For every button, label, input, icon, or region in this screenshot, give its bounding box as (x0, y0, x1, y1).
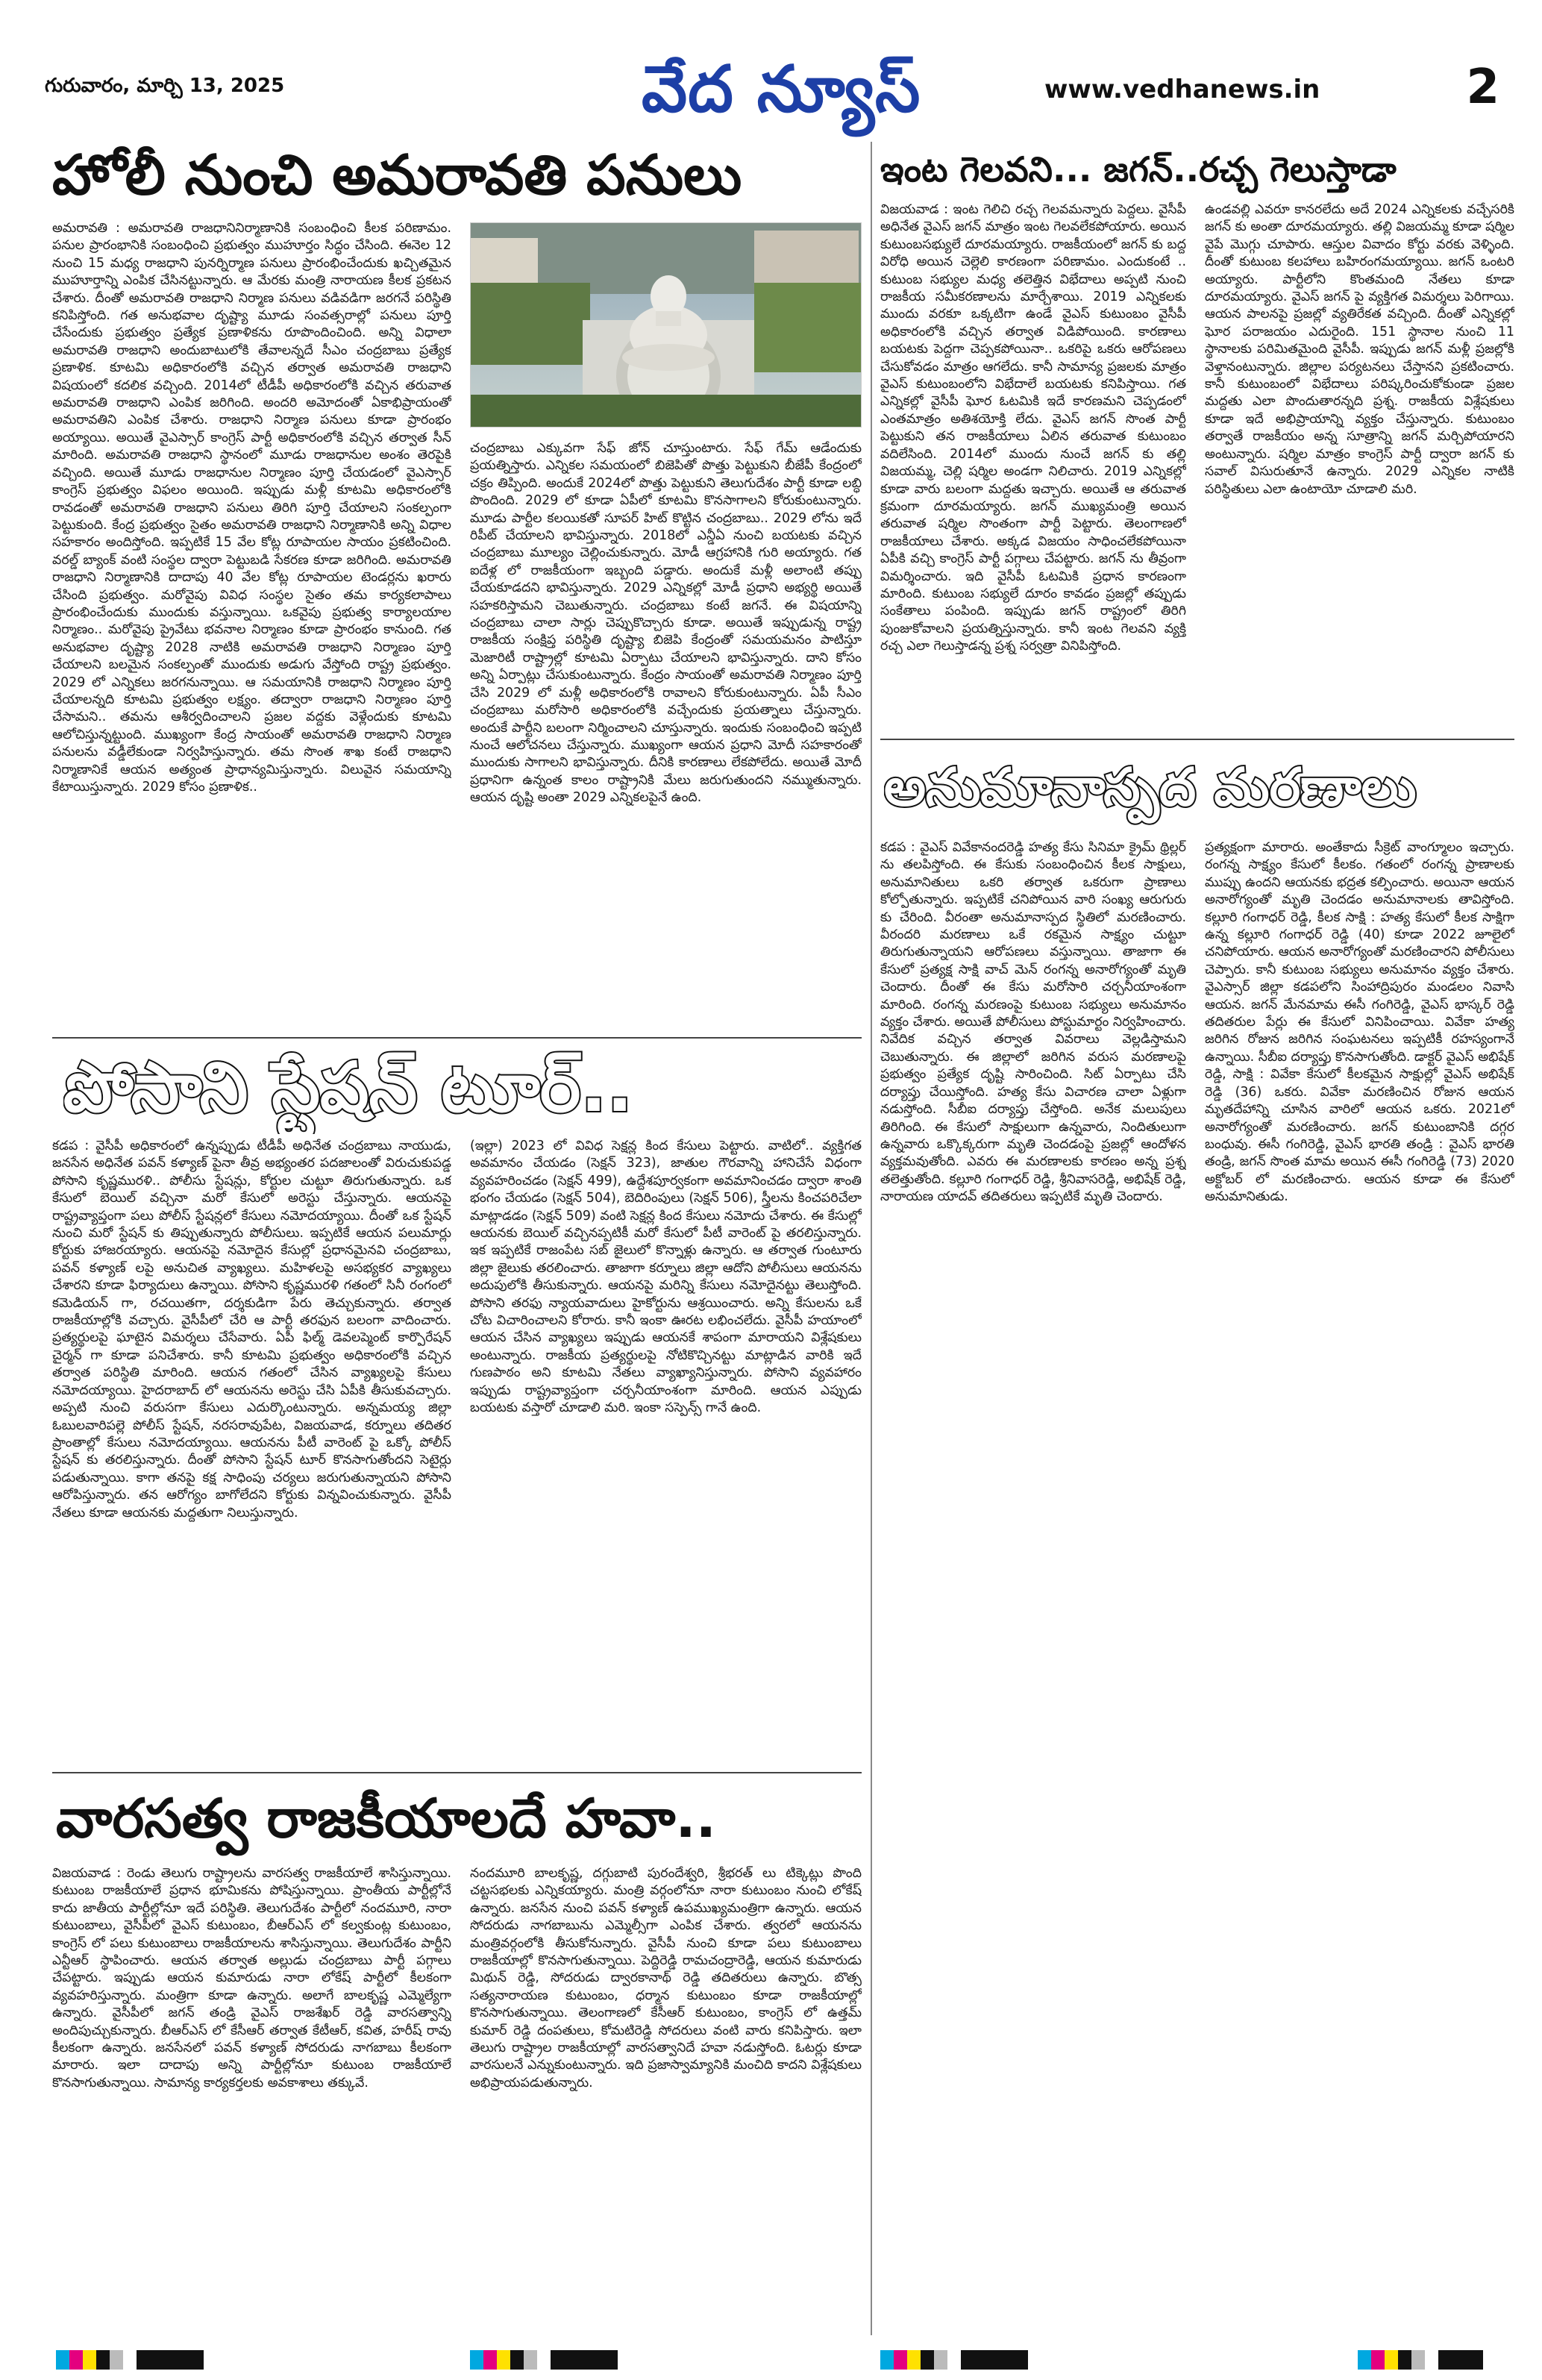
issue-date: గురువారం, మార్చి 13, 2025 (45, 75, 285, 97)
posani-column-1: కడప : వైసీపీ అధికారంలో ఉన్నప్పుడు టీడీపీ అధినేత చంద్రబాబు నాయుడు, జనసేన అధినేత పవన్ కళ్యాణ్ పైనా తీవ్ర అభ్యంతర పదజాలంతో విరుచుకుపడ్డ పోసాని కృష్ణమురళి.. పోలీసు స్టేషన్లు, కోర్టుల చుట్టూ తిరుగుతున్నారు. ఒక కేసులో బెయిల్ వచ్చినా మరో కేసులో అరెస్టు చేస్తున్నారు. ఆయనపై రాష్ట్రవ్యాప్తంగా పలు పోలీస్ స్టేషన్లలో కేసులు నమోదయ్యాయి. దీంతో ఒక స్టేషన్ నుంచి మరో స్టేషన్ కు తిప్పుతున్నారు పోలీసులు. ఇప్పటికే ఆయన పలుమార్లు కోర్టుకు హాజరయ్యారు. ఆయనపై నమోదైన కేసుల్లో ప్రధానమైనవి చంద్రబాబు, పవన్ కళ్యాణ్ లపై అనుచిత వ్యాఖ్యలు. మహిళలపై అసభ్యకర వ్యాఖ్యలు చేశారని కూడా ఫిర్యాదులు ఉన్నాయి. పోసాని కృష్ణమురళి గతంలో సినీ రంగంలో కమెడియన్ గా, రచయితగా, దర్శకుడిగా పేరు తెచ్చుకున్నారు. తర్వాత రాజకీయాల్లోకి వచ్చారు. వైసీపీలో చేరి ఆ పార్టీ తరఫున బలంగా వాదించారు. ప్రత్యర్థులపై ఘాటైన విమర్శలు చేసేవారు. ఏపీ ఫిల్మ్ డెవలప్మెంట్ కార్పొరేషన్ చైర్మన్ గా కూడా పనిచేశారు. కానీ కూటమి ప్రభుత్వం అధికారంలోకి వచ్చిన తర్వాత పరిస్థితి మారింది. ఆయన గతంలో చేసిన వ్యాఖ్యలపై కేసులు నమోదయ్యాయి. హైదరాబాద్ లో ఆయనను అరెస్టు చేసి ఏపీకి తీసుకువచ్చారు. అప్పటి నుంచి వరుసగా కేసులు ఎదుర్కొంటున్నారు. అన్నమయ్య జిల్లా ఓబులవారిపల్లె పోలీస్ స్టేషన్, నరసరావుపేట, విజయవాడ, కర్నూలు తదితర ప్రాంతాల్లో కేసులు నమోదయ్యాయి. ఆయనను పీటీ వారెంట్ పై ఒక్కో పోలీస్ స్టేషన్ కు తరలిస్తున్నారు. దీంతో పోసాని స్టేషన్ టూర్ కొనసాగుతోందని సెటైర్లు పడుతున్నాయి. కాగా తనపై కక్ష సాధింపు చర్యలు జరుగుతున్నాయని పోసాని ఆరోపిస్తున్నారు. తన ఆరోగ్యం బాగోలేదని కోర్టుకు విన్నవించుకున్నారు. వైసీపీ నేతలు కూడా ఆయనకు మద్దతుగా నిలుస్తున్నారు. (52, 1139, 451, 1521)
posani-headline: పోసాని స్టేషన్ టూర్.. (63, 1047, 633, 1127)
newspaper-logo: వేద న్యూస్ (642, 51, 921, 127)
website-url[interactable]: www.vedhanews.in (1044, 75, 1320, 104)
dynasty-headline: వారసత్వ రాజకీయాలదే హవా.. (56, 1787, 717, 1850)
deaths-column-1: కడప : వైఎస్ వివేకానందరెడ్డి హత్య కేసు సినిమా క్రైమ్ థ్రిల్లర్ ను తలపిస్తోంది. ఈ కేసుకు సంబంధించిన కీలక సాక్షులు, అనుమానితులు ఒకరి తర్వాత ఒకరుగా ప్రాణాలు కోల్పోతున్నారు. ఇప్పటికే చనిపోయిన వారి సంఖ్య ఆరుగురు కు చేరింది. వీరంతా అనుమానాస్పద స్థితిలో మరణించారు. వీరందరి మరణాలు ఒకే రకమైన సాక్ష్యం చుట్టూ తిరుగుతున్నాయని ఆరోపణలు వస్తున్నాయి. తాజాగా ఈ కేసులో ప్రత్యక్ష సాక్షి వాచ్ మెన్ రంగన్న అనారోగ్యంతో మృతి చెందారు. దీంతో ఈ కేసు మరోసారి చర్చనీయాంశంగా మారింది. రంగన్న మరణంపై కుటుంబ సభ్యులు అనుమానం వ్యక్తం చేశారు. అయితే పోలీసులు పోస్టుమార్టం నిర్వహించారు. నివేదిక వచ్చిన తర్వాత వివరాలు వెల్లడిస్తామని చెబుతున్నారు. ఈ జిల్లాలో జరిగిన వరుస మరణాలపై ప్రభుత్వం ప్రత్యేక దృష్టి సారించింది. సిట్ ఏర్పాటు చేసి దర్యాప్తు చేయిస్తోంది. హత్య కేసు విచారణ చాలా ఏళ్లుగా నడుస్తోంది. సీబీఐ దర్యాప్తు చేస్తోంది. అనేక మలుపులు తిరిగింది. ఈ కేసులో సాక్షులుగా ఉన్నవారు, నిందితులుగా ఉన్నవారు ఒక్కొక్కరుగా మృతి చెందడంపై ప్రజల్లో ఆందోళన వ్యక్తమవుతోంది. ఎవరు ఈ మరణాలకు కారణం అన్న ప్రశ్న తలెత్తుతోంది. కల్లూరి గంగాధర్ రెడ్డి, శ్రీనివాసరెడ్డి, అభిషేక్ రెడ్డి, నారాయణ యాదవ్ తదితరులు ఇప్పటికే మృతి చెందారు. (880, 840, 1186, 1205)
jagan-column-2: ఉండవల్లి ఎవరూ కానరలేదు అదే 2024 ఎన్నికలకు వచ్చేసరికి జగన్ కు అంతా దూరమయ్యారు. తల్లి విజయమ్మ కూడా షర్మిల వైపే మొగ్గు చూపారు. ఆస్తుల వివాదం కోర్టు వరకు వెళ్ళింది. దీంతో కుటుంబ కలహాలు బహిరంగమయ్యాయి. జగన్ ఒంటరి అయ్యారు. పార్టీలోని కొంతమంది నేతలు కూడా దూరమయ్యారు. వైఎస్ జగన్ పై వ్యక్తిగత విమర్శలు పెరిగాయి. ఆయన పాలనపై ప్రజల్లో వ్యతిరేకత వచ్చింది. దీంతో ఎన్నికల్లో ఘోర పరాజయం ఎదురైంది. 151 స్థానాల నుంచి 11 స్థానాలకు పరిమితమైంది వైసీపీ. ఇప్పుడు జగన్ మళ్లీ ప్రజల్లోకి వెళ్తానంటున్నారు. జిల్లాల పర్యటనలు చేస్తానని ప్రకటించారు. కానీ కుటుంబంలో విభేదాలు పరిష్కరించుకోకుండా ప్రజల మద్దతు ఎలా పొందుతారన్నది ప్రశ్న. రాజకీయ విశ్లేషకులు కూడా ఇదే అభిప్రాయాన్ని వ్యక్తం చేస్తున్నారు. కుటుంబం తర్వాతే రాజకీయం అన్న సూత్రాన్ని జగన్ మర్చిపోయారని అంటున్నారు. షర్మిల మాత్రం కాంగ్రెస్ పార్టీ ద్వారా జగన్ కు సవాల్ విసురుతూనే ఉన్నారు. 2029 ఎన్నికల నాటికి పరిస్థితులు ఎలా ఉంటాయో చూడాలి మరి. (1205, 202, 1514, 497)
amaravati-column-1: అమరావతి : అమరావతి రాజధానినిర్మాణానికి సంబంధించి కీలక పరిణామం. పనుల ప్రారంభానికి సంబంధించి ప్రభుత్వం ముహూర్తం సిద్ధం చేసింది. ఈనెల 12 నుంచి 15 మధ్య రాజధాని పునర్నిర్మాణ పనులు ప్రారంభించేందుకు ఖచ్చితమైన ముహూర్తాన్ని ఎంపిక చేసినట్టున్నారు. ఆ మేరకు మంత్రి నారాయణ కీలక ప్రకటన చేశారు. దీంతో అమరావతి రాజధాని నిర్మాణ పనులు వడివడిగా జరగనే పరిస్థితి కనిపిస్తోంది. గత అనుభవాల దృష్ట్యా మూడు సంవత్సరాల్లో పనులు పూర్తి చేసేందుకు ప్రభుత్వం ప్రత్యేక ప్రణాళికను రూపొందించింది. అన్ని విధాలా అమరావతి రాజధాని అందుబాటులోకి తేవాలన్నదే సీఎం చంద్రబాబు ప్రత్యేక ప్రణాళిక. కూటమి అధికారంలోకి వచ్చిన తర్వాత అమరావతి రాజధాని విషయంలో కదలిక వచ్చింది. 2014లో టీడీపీ అధికారంలోకి వచ్చిన తరువాత అమరావతి రాజధాని ఎంపిక జరిగింది. అందరి అమోదంతో ఏకాభిప్రాయంతో అమరావతిని ఎంపిక చేశారు. రాజధాని నిర్మాణ పనులు కూడా ప్రారంభం అయ్యాయి. అయితే వైఎస్సార్ కాంగ్రెస్ పార్టీ అధికారంలోకి వచ్చిన తర్వాత సీన్ మారింది. అమరావతి రాజధాని స్థానంలో మూడు రాజధానుల అంశం తెరపైకి వచ్చింది. అయితే మూడు రాజధానుల నిర్మాణం పూర్తి చేయడంలో వైఎస్సార్ కాంగ్రెస్ ప్రభుత్వం విఫలం అయింది. ఇప్పుడు మళ్లీ కూటమి అధికారంలోకి రావడంతో అమరావతి రాజధాని పనులు తిరిగి పూర్తి చేయాలని సంకల్పంగా పెట్టుకుంది. కేంద్ర ప్రభుత్వం సైతం అమరావతి రాజధాని నిర్మాణానికి అన్ని విధాల సహకారం అందిస్తోంది. ఇప్పటికే 15 వేల కోట్ల రూపాయల సాయం ప్రకటించింది. వరల్డ్ బ్యాంక్ వంటి సంస్థల ద్వారా పెట్టుబడి సేకరణ కూడా జరిగింది. అమరావతి రాజధాని నిర్మాణానికి దాదాపు 40 వేల కోట్ల రూపాయల టెండర్లను ఖరారు చేసింది ప్రభుత్వం. మరోవైపు వివిధ సంస్థల సైతం తమ కార్యకలాపాలు ప్రారంభించేందుకు ముందుకు వస్తున్నాయి. ఒకవైపు ప్రభుత్వ కార్యాలయాల నిర్మాణం.. మరోవైపు ప్రైవేటు భవనాల నిర్మాణం కూడా ప్రారంభం కానుంది. గత అనుభవాల దృష్ట్యా 2028 నాటికి అమరావతి రాజధాని నిర్మాణం పూర్తి చేయాలని బలమైన సంకల్పంతో ముందుకు అడుగు వేస్తోంది రాష్ట్ర ప్రభుత్వం. 2029 లో ఎన్నికలు జరగనున్నాయి. ఆ సమయానికి రాజధాని నిర్మాణం పూర్తి చేయాలన్నది కూటమి ప్రభుత్వం లక్ష్యం. తద్వారా రాజధాని నిర్మాణం పూర్తి చేసామని.. తమను ఆశీర్వదించాలని ప్రజల వద్దకు వెళ్లేందుకు కూటమి ఆలోచిస్తున్నట్టుంది. ముఖ్యంగా కేంద్ర సాయంతో అమరావతి రాజధాని నిర్మాణ పనులను వడ్డీలేకుండా నిర్వహిస్తున్నారు. తమ సొంత శాఖ కంటే రాజధాని నిర్మాణానికే ఆయన అత్యంత ప్రాధాన్యమిస్తున్నారు. విలువైన సమయాన్ని కేటాయిస్తున్నారు. 2029 కోసం ప్రణాళిక.. (52, 221, 451, 795)
amaravati-headline: హోలీ నుంచి అమరావతి పనులు (52, 143, 742, 207)
dynasty-top-rule (52, 1772, 862, 1773)
registration-color-bar-far-right (1358, 2350, 1483, 2370)
jagan-bottom-rule (880, 739, 1514, 740)
main-column-rule (871, 142, 872, 2335)
amaravati-column-2: చంద్రబాబు ఎక్కువగా సేఫ్ జోన్ చూస్తుంటారు. సేఫ్ గేమ్ ఆడేందుకు ప్రయత్నిస్తారు. ఎన్నికల సమయంలో బిజెపితో పొత్తు పెట్టుకుని బీజేపీ కేంద్రంలో చక్రం తిప్పింది. అందుకే 2024లో పొత్తు పెట్టుకుని తెలుగుదేశం పార్టీ కూడా లబ్ధి పొందింది. 2029 లో కూడా ఏపీలో కూటమి కొనసాగాలని కోరుకుంటున్నారు. మూడు పార్టీల కలయికతో సూపర్ హిట్ కొట్టిన చంద్రబాబు.. 2029 లోను ఇదే రిపీట్ చేయాలని భావిస్తున్నారు. 2018లో ఎన్డీఏ నుంచి బయటకు వచ్చిన చంద్రబాబు మూల్యం చెల్లించుకున్నారు. మోడీ ఆగ్రహానికి గురి అయ్యారు. గత ఐదేళ్ల లో రాజకీయంగా ఇబ్బంది పడ్డారు. అందుకే మళ్లీ అలాంటి తప్పు చేయకూడదని భావిస్తున్నారు. 2029 ఎన్నికల్లో మోడీ ప్రధాని అభ్యర్థి అయితే సహకరిస్తామని చెబుతున్నారు. చంద్రబాబు కంటే జగనే. ఈ విషయాన్ని చంద్రబాబు చాలా సార్లు చెప్పుకొచ్చారు కూడా. అయితే ఇప్పుడున్న రాష్ట్ర రాజకీయ సంక్షిప్త పరిస్థితి దృష్ట్యా బిజెపి కేంద్రంతో సమయమనం పాటిస్తూ మెజారిటీ రాష్ట్రాల్లో కూటమి ఏర్పాటు చేయాలని భావిస్తున్నారు. దాని కోసం అన్ని ఏర్పాట్లు చేసుకుంటున్నారు. కేంద్రం సాయంతో అమరావతి నిర్మాణం పూర్తి చేసి 2029 లో మళ్లీ అధికారంలోకి రావాలని కోరుకుంటున్నారు. ఏపీ సీఎం చంద్రబాబు మరోసారి అధికారంలోకి వచ్చేందుకు ప్రయత్నాలు చేస్తున్నారు. అందుకే పార్టీని బలంగా నిర్మించాలని చూస్తున్నారు. ఇందుకు సంబంధించి ఇప్పటి నుంచే ఆలోచనలు చేస్తున్నారు. ముఖ్యంగా ఆయన ప్రధాని మోదీ సహకారంతో ముందుకు సాగాలని భావిస్తున్నారు. దీనికి కారణాలు లేకపోలేదు. అయితే మోదీ ప్రధానిగా ఉన్నంత కాలం రాష్ట్రానికి మేలు జరుగుతుందని నమ్ముతున్నారు. ఆయన దృష్టి అంతా 2029 ఎన్నికలపైనే ఉంది. (470, 441, 862, 806)
page-number: 2 (1466, 60, 1499, 115)
posani-top-rule (52, 1037, 862, 1039)
registration-color-bar-left (56, 2350, 204, 2370)
registration-color-bar-middle (470, 2350, 618, 2370)
dynasty-column-1: విజయవాడ : రెండు తెలుగు రాష్ట్రాలను వారసత్వ రాజకీయాలే శాసిస్తున్నాయి. కుటుంబ రాజకీయాలే ప్రధాన భూమికను పోషిస్తున్నాయి. ప్రాంతీయ పార్టీల్లోనే కాదు జాతీయ పార్టీల్లోనూ ఇదే పరిస్థితి. తెలుగుదేశం పార్టీలో నందమూరి, నారా కుటుంబాలు, వైసీపీలో వైఎస్ కుటుంబం, బీఆర్ఎస్ లో కల్వకుంట్ల కుటుంబం, కాంగ్రెస్ లో పలు కుటుంబాలు రాజకీయాలను శాసిస్తున్నాయి. తెలుగుదేశం పార్టీని ఎన్టీఆర్ స్థాపించారు. ఆయన తర్వాత అల్లుడు చంద్రబాబు పార్టీ పగ్గాలు చేపట్టారు. ఇప్పుడు ఆయన కుమారుడు నారా లోకేష్ పార్టీలో కీలకంగా వ్యవహరిస్తున్నారు. మంత్రిగా కూడా ఉన్నారు. అలాగే బాలకృష్ణ ఎమ్మెల్యేగా ఉన్నారు. వైసీపీలో జగన్ తండ్రి వైఎస్ రాజశేఖర్ రెడ్డి వారసత్వాన్ని అందిపుచ్చుకున్నారు. బీఆర్ఎస్ లో కేసీఆర్ తర్వాత కేటీఆర్, కవిత, హరీష్ రావు కీలకంగా ఉన్నారు. జనసేనలో పవన్ కళ్యాణ్ సోదరుడు నాగబాబు కీలకంగా మారారు. ఇలా దాదాపు అన్ని పార్టీల్లోనూ కుటుంబ రాజకీయాలే కొనసాగుతున్నాయి. సామాన్య కార్యకర్తలకు అవకాశాలు తక్కువే. (52, 1866, 451, 2091)
masthead (30, 52, 1514, 134)
dynasty-column-2: నందమూరి బాలకృష్ణ, దగ్గుబాటి పురందేశ్వరి, శ్రీభరత్ లు టిక్కెట్లు పొంది చట్టసభలకు ఎన్నికయ్యారు. మంత్రి వర్గంలోనూ నారా కుటుంబం నుంచి లోకేష్ ఉన్నారు. జనసేన నుంచి పవన్ కళ్యాణ్ ఉపముఖ్యమంత్రిగా ఉన్నారు. ఆయన సోదరుడు నాగబాబును ఎమ్మెల్సీగా ఎంపిక చేశారు. త్వరలో ఆయనను మంత్రివర్గంలోకి తీసుకోనున్నారు. వైసీపీ నుంచి కూడా పలు కుటుంబాలు రాజకీయాల్లో కొనసాగుతున్నాయి. పెద్దిరెడ్డి రామచంద్రారెడ్డి, ఆయన కుమారుడు మిథున్ రెడ్డి, సోదరుడు ద్వారకానాథ్ రెడ్డి తదితరులు ఉన్నారు. బొత్స సత్యనారాయణ కుటుంబం, ధర్మాన కుటుంబం కూడా రాజకీయాల్లో కొనసాగుతున్నాయి. తెలంగాణలో కేసీఆర్ కుటుంబం, కాంగ్రెస్ లో ఉత్తమ్ కుమార్ రెడ్డి దంపతులు, కోమటిరెడ్డి సోదరులు వంటి వారు కనిపిస్తారు. ఇలా తెలుగు రాష్ట్రాల రాజకీయాల్లో వారసత్వానిదే హవా నడుస్తోంది. ఓటర్లు కూడా వారసులనే ఎన్నుకుంటున్నారు. ఇది ప్రజాస్వామ్యానికి మంచిది కాదని విశ్లేషకులు అభిప్రాయపడుతున్నారు. (470, 1866, 862, 2091)
posani-column-2: (ఇల్లా) 2023 లో వివిధ సెక్షన్ల కింద కేసులు పెట్టారు. వాటిలో.. వ్యక్తిగత అవమానం చేయడం (సెక్షన్ 323), జాతుల గౌరవాన్ని హానిచేసే విధంగా వ్యవహరించడం (సెక్షన్ 499), ఉద్దేశపూర్వకంగా అవమానించడం ద్వారా శాంతి భంగం చేయడం (సెక్షన్ 504), బెదిరింపులు (సెక్షన్ 506), స్త్రీలను కించపరిచేలా మాట్లాడడం (సెక్షన్ 509) వంటి సెక్షన్ల కింద కేసులు నమోదు చేశారు. ఈ కేసుల్లో ఆయనకు బెయిల్ వచ్చినప్పటికీ మరో కేసులో పీటీ వారెంట్ పై తరలిస్తున్నారు. ఇక ఇప్పటికే రాజంపేట సబ్ జైలులో కొన్నాళ్లు ఉన్నారు. ఆ తర్వాత గుంటూరు జిల్లా జైలుకు తరలించారు. తాజాగా కర్నూలు జిల్లా ఆదోని పోలీసులు ఆయనను అదుపులోకి తీసుకున్నారు. ఆయనపై మరిన్ని కేసులు నమోదైనట్టు తెలుస్తోంది. పోసాని తరఫు న్యాయవాదులు హైకోర్టును ఆశ్రయించారు. అన్ని కేసులను ఒకే చోట విచారించాలని కోరారు. కానీ ఇంకా ఊరట లభించలేదు. వైసీపీ హయాంలో ఆయన చేసిన వ్యాఖ్యలు ఇప్పుడు ఆయనకే శాపంగా మారాయని విశ్లేషకులు అంటున్నారు. రాజకీయ ప్రత్యర్థులపై నోటికొచ్చినట్టు మాట్లాడిన వారికి ఇదే గుణపాఠం అని కూటమి నేతలు వ్యాఖ్యానిస్తున్నారు. పోసాని వ్యవహారం ఇప్పుడు రాష్ట్రవ్యాప్తంగా చర్చనీయాంశంగా మారింది. ఆయన ఎప్పుడు బయటకు వస్తారో చూడాలి మరి. ఇంకా సస్పెన్స్ గానే ఉంది. (470, 1139, 862, 1416)
jagan-column-1: విజయవాడ : ఇంట గెలిచి రచ్చ గెలవమన్నారు పెద్దలు. వైసీపీ అధినేత వైఎస్ జగన్ మాత్రం ఇంట గెలవలేకపోయారు. అయిన కుటుంబసభ్యులే దూరమయ్యారు. రాజకీయంలో జగన్ కు బద్ద విరోధి అయిన చెల్లెలి కారణంగా పరిణామం. ఎందుకంటే .. కుటుంబ సభ్యుల మధ్య తలెత్తిన విభేదాలు అప్పటి నుంచి రాజకీయ సమీకరణాలను మార్చేశాయి. 2019 ఎన్నికలకు ముందు వరకూ ఒక్కటిగా ఉండే వైఎస్ కుటుంబం వైసీపీ అధికారంలోకి వచ్చిన తర్వాత విడిపోయింది. కారణాలు బయటకు పెద్దగా చెప్పకపోయినా.. ఒకరిపై ఒకరు ఆరోపణలు చేసుకోవడం మాత్రం ఆగలేదు. కానీ సామాన్య ప్రజలకు మాత్రం వైఎస్ కుటుంబంలోని విభేదాలే బయటకు కనిపిస్తాయి. గత ఎన్నికల్లో వైసీపీ ఘోర ఓటమికి ఇదే కారణమని చెప్పడంలో ఎంతమాత్రం అతిశయోక్తి లేదు. వైఎస్ జగన్ సొంత పార్టీ పెట్టుకుని తన రాజకీయాలు ఏలిన తరువాత కుటుంబం వదిలేసింది. 2014లో ముందు నుంచే జగన్ కు తల్లి విజయమ్మ, చెల్లి షర్మిల అండగా నిలిచారు. 2019 ఎన్నికల్లో కూడా వారు బలంగా మద్దతు ఇచ్చారు. అయితే ఆ తరువాత క్రమంగా దూరమయ్యారు. జగన్ ముఖ్యమంత్రి అయిన తరువాత షర్మిల సొంతంగా పార్టీ పెట్టారు. తెలంగాణలో రాజకీయాలు చేశారు. అక్కడ విజయం సాధించలేకపోయినా ఏపీకి వచ్చి కాంగ్రెస్ పార్టీ పగ్గాలు చేపట్టారు. జగన్ ను తీవ్రంగా విమర్శించారు. ఇది వైసీపీ ఓటమికి ప్రధాన కారణంగా మారింది. కుటుంబ సభ్యులే దూరం కావడం ప్రజల్లో తప్పుడు సంకేతాలు పంపింది. ఇప్పుడు జగన్ రాష్ట్రంలో తిరిగి పుంజుకోవాలని ప్రయత్నిస్తున్నారు. కానీ ఇంట గెలవని వ్యక్తి రచ్చ ఎలా గెలుస్తాడన్న ప్రశ్న సర్వత్రా వినిపిస్తోంది. (880, 202, 1186, 654)
jagan-headline: ఇంట గెలవని... జగన్..రచ్చ గెలుస్తాడా (880, 149, 1397, 190)
deaths-column-2: ప్రత్యక్షంగా మారారు. అంతేకాదు సీక్రెట్ వాంగ్మూలం ఇచ్చారు. రంగన్న సాక్ష్యం కేసులో కీలకం. గతంలో రంగన్న ప్రాణాలకు ముప్పు ఉందని ఆయనకు భద్రత కల్పించారు. అయినా ఆయన అనారోగ్యంతో మృతి చెందడం అనుమానాలకు తావిస్తోంది. కల్లూరి గంగాధర్ రెడ్డి, కీలక సాక్షి : హత్య కేసులో కీలక సాక్షిగా ఉన్న కల్లూరి గంగాధర్ రెడ్డి (40) కూడా 2022 జూలైలో చనిపోయారు. ఆయన అనారోగ్యంతో మరణించారని పోలీసులు చెప్పారు. కానీ కుటుంబ సభ్యులు అనుమానం వ్యక్తం చేశారు. వైఎస్సార్ జిల్లా కడపలోని సింహాద్రిపురం మండలం నివాసి ఆయన. జగన్ మేనమామ ఈసీ గంగిరెడ్డి, వైఎస్ భాస్కర్ రెడ్డి తదితరుల పేర్లు ఈ కేసులో వినిపించాయి. వివేకా హత్య జరిగిన రోజున జరిగిన సంఘటనలు ఇప్పటికీ రహస్యంగానే ఉన్నాయి. సీబీఐ దర్యాప్తు కొనసాగుతోంది. డాక్టర్ వైఎస్ అభిషేక్ రెడ్డి, సాక్షి : వివేకా కేసులో కీలకమైన సాక్షుల్లో వైఎస్ అభిషేక్ రెడ్డి (36) ఒకరు. వివేకా మరణించిన రోజున ఆయన మృతదేహాన్ని చూసిన వారిలో ఆయన ఒకరు. 2021లో అనారోగ్యంతో మరణించారు. జగన్ కుటుంబానికి దగ్గర బంధువు. ఈసీ గంగిరెడ్డి, వైఎస్ భారతి తండ్రి : వైఎస్ భారతి తండ్రి, జగన్ సొంత మామ అయిన ఈసీ గంగిరెడ్డి (73) 2020 అక్టోబర్ లో మరణించారు. ఆయన కూడా ఈ కేసులో అనుమానితుడు. (1205, 840, 1514, 1205)
buddha-statue-image (471, 223, 862, 428)
deaths-headline: అనుమానాస్పద మరణాలు (884, 757, 1417, 818)
registration-color-bar-right (880, 2350, 1028, 2370)
buddha-statue-photo (470, 222, 862, 428)
